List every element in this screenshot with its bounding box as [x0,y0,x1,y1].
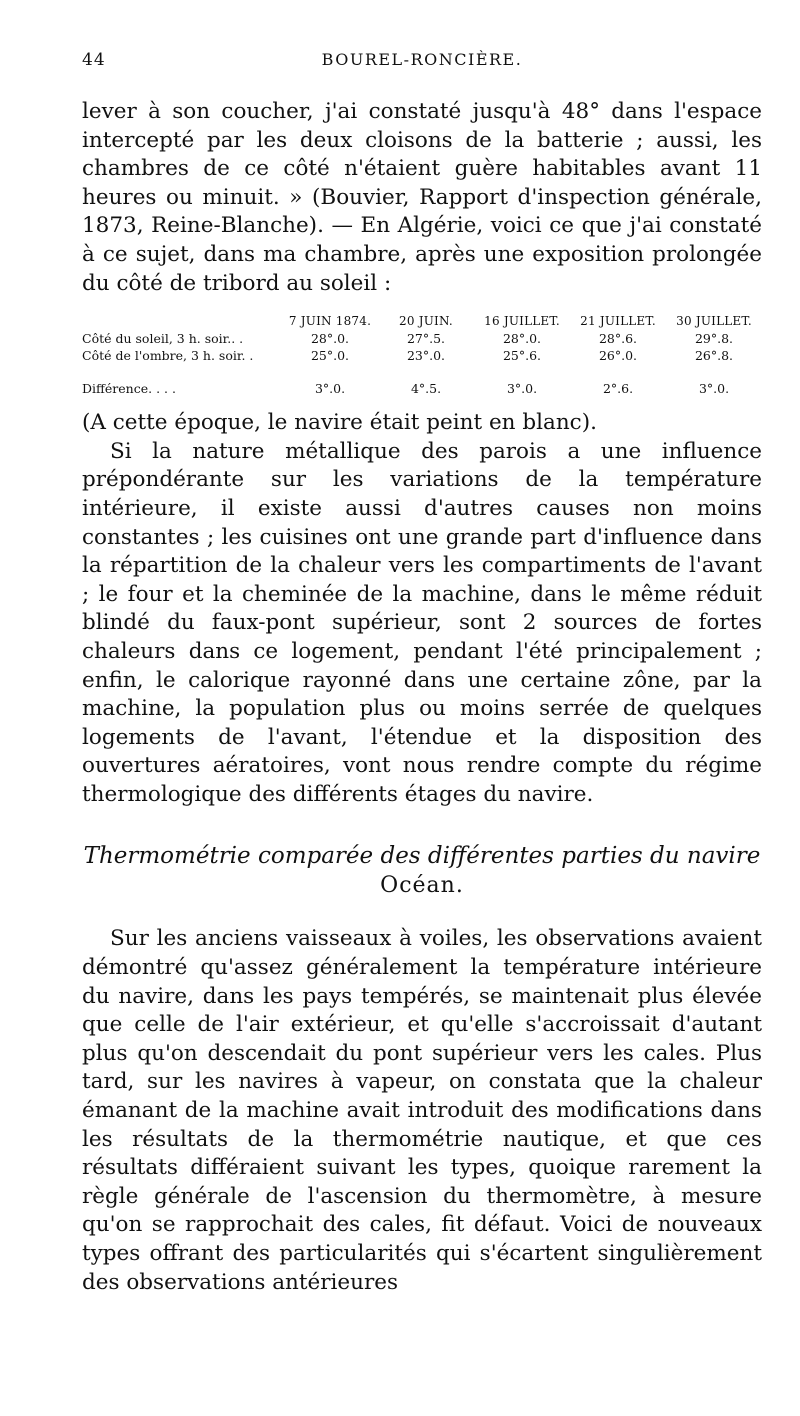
page-number: 44 [82,50,106,70]
table-row [82,348,762,365]
table-diff-row [82,381,762,398]
table-cell: 25°.0. [310,348,350,364]
table-cell: 23°.0. [406,348,446,364]
paragraph-2: (A cette époque, le navire était peint en blanc). [82,410,597,436]
table-header-cell: 7 JUIN 1874. [288,314,372,329]
table-cell: 26°.0. [598,348,638,364]
table-row [82,331,762,348]
page-header [82,50,762,78]
table-header-cell: 30 JUILLET. [676,314,752,329]
table-header-cell: 20 JUIN. [399,314,453,329]
table-header-row [82,314,762,331]
table-cell: 4°.5. [410,381,442,397]
table-cell: 3°.0. [506,381,538,397]
table-cell: 28°.6. [598,331,638,347]
section-subtitle: Océan. [380,873,464,899]
table-cell: 28°.0. [502,331,542,347]
paragraph-3: Si la nature métallique des parois a une influence prépondérante sur les variations de la température intérieure, il existe aussi d'autres causes non moins constantes ; les cuisines ont une grande part d'influence dans la répartition de la chaleur vers les compartiments de l'avant ; le four et la cheminée de la machine, dans le même réduit blindé du faux-pont supérieur, sont 2 sources de fortes chaleurs dans ce logement, pendant l'été principalement ; enfin, le calorique rayonné dans une certaine zône, par la machine, la population plus ou moins serrée de quelques logements de l'avant, l'étendue et la disposition des ouvertures aératoires, vont nous rendre compte du régime thermologique des différents étages du navire. [82,438,762,807]
table-header-cell: 21 JUILLET. [580,314,656,329]
table-cell: 29°.8. [694,331,734,347]
row-label: Différence. . . . [82,381,176,397]
paragraph-4: Sur les anciens vaisseaux à voiles, les observations avaient démontré qu'assez généralement la température intérieure du navire, dans les pays tempérés, se maintenait plus élevée que celle de l'air extérieur, et qu'elle s'accroissait d'autant plus qu'on descendait du pont supérieur vers les cales. Plus tard, sur les navires à vapeur, on constata que la chaleur émanant de la machine avait introduit des modifications dans les résultats de la thermométrie nautique, et que ces résultats différaient suivant les types, quoique rarement la règle générale de l'ascension du thermomètre, à mesure qu'on se rapprochait des cales, fit défaut. Voici de nouveaux types offrant des particularités qui s'écartent singulièrement des observations antérieures [82,926,762,1295]
table-cell: 28°.0. [310,331,350,347]
table-cell: 2°.6. [602,381,634,397]
table-cell: 25°.6. [502,348,542,364]
temperature-table [82,314,762,398]
paragraph-1: lever à son coucher, j'ai constaté jusqu'à 48° dans l'espace intercepté par les deux cloisons de la batterie ; aussi, les chambres de ce côté n'étaient guère habitables avant 11 heures ou minuit. » (Bouvier, Rapport d'inspection générale, 1873, Reine-Blanche). — En Algérie, voici ce que j'ai constaté à ce sujet, dans ma chambre, après une exposition prolongée du côté de tribord au soleil : [82,99,762,296]
running-head: BOUREL-RONCIÈRE. [321,50,523,69]
table-cell: 27°.5. [406,331,446,347]
section-title: Thermométrie comparée des différentes parties du navire [83,843,761,870]
table-cell: 3°.0. [314,381,346,397]
row-label: Côté de l'ombre, 3 h. soir. . [82,348,254,364]
table-cell: 3°.0. [698,381,730,397]
page [82,50,762,1297]
table-header-cell: 16 JUILLET. [484,314,560,329]
table-cell: 26°.8. [694,348,734,364]
row-label: Côté du soleil, 3 h. soir.. . [82,331,244,347]
